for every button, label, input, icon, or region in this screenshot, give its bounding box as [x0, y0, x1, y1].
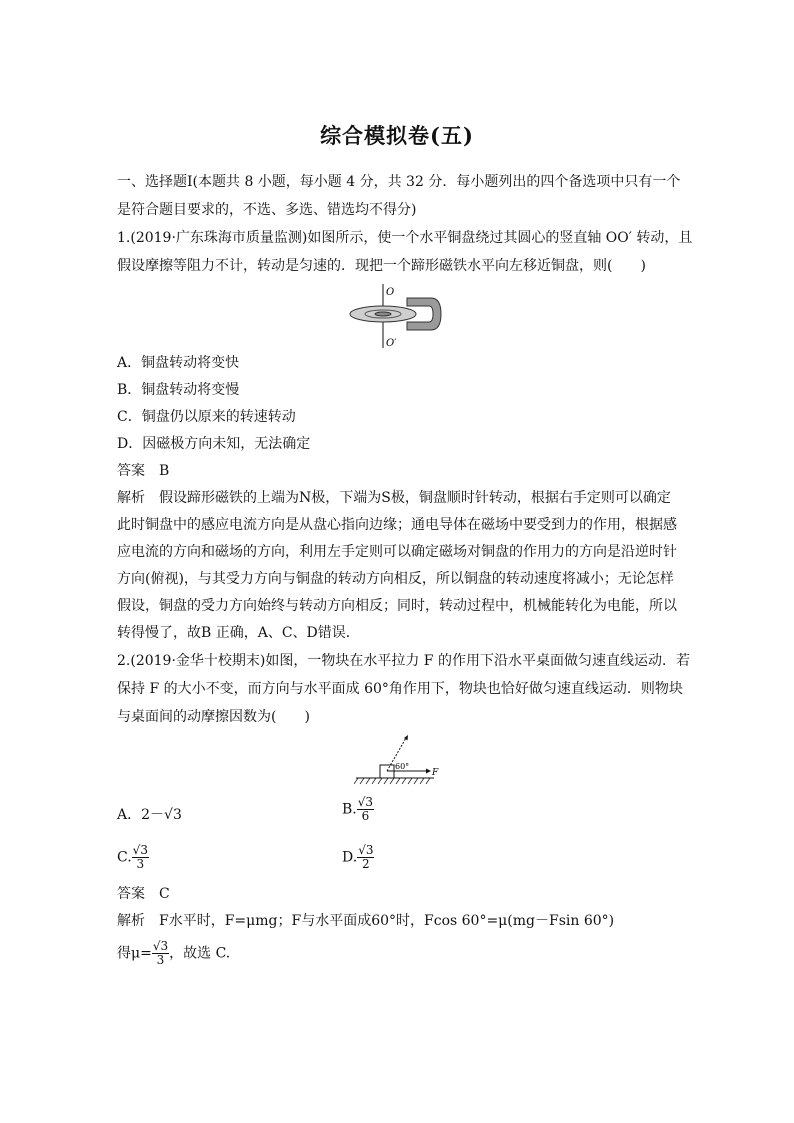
answer-value: C [159, 886, 170, 902]
force-label: F [432, 768, 439, 778]
block-force-figure [354, 734, 444, 786]
angle-label: 60° [395, 762, 410, 771]
fraction: $\frac{√3}{2}$ [358, 843, 374, 871]
answer-label: 答案 [117, 463, 145, 479]
q2-answer [117, 884, 170, 904]
q2-option-c: C. $\frac{√3}{3}$ [117, 843, 148, 871]
q1-option-d: D．因磁极方向未知，无法确定 [117, 436, 311, 452]
q2-stem-line3: 与桌面间的动摩擦因数为( ) [117, 709, 310, 725]
q2-option-d: D. $\frac{√3}{2}$ [342, 843, 374, 871]
q1-analysis-line5: 假设，铜盘的受力方向始终与转动方向相反；同时，转动过程中，机械能转化为电能，所以 [117, 598, 677, 614]
q1-analysis-line2: 此时铜盘中的感应电流方向是从盘心指向边缘；通电导体在磁场中要受到力的作用，根据感 [117, 517, 677, 533]
q2-stem-line2: 保持 F 的大小不变，而方向与水平面成 60°角作用下，物块也恰好做匀速直线运动．则物块 [117, 681, 683, 697]
q1-option-a: A．铜盘转动将变快 [117, 355, 240, 371]
q1-analysis-line3: 应电流的方向和磁场的方向，利用左手定则可以确定磁场对铜盘的作用力的方向是沿逆时针 [117, 544, 677, 560]
q2-option-a: A．2－√3 [117, 807, 182, 823]
q1-analysis-line1: 解析 假设蹄形磁铁的上端为N极，下端为S极，铜盘顺时针转动，根据右手定则可以确定 [117, 490, 671, 506]
section-header-line1: 一、选择题Ⅰ(本题共 8 小题，每小题 4 分，共 32 分．每小题列出的四个备选项中只有一个 [117, 174, 681, 190]
fraction: $\frac{√3}{3}$ [132, 843, 148, 871]
q1-option-b: B．铜盘转动将变慢 [117, 382, 240, 398]
analysis-label: 解析 [117, 913, 145, 929]
q2-analysis-line2: 得μ= $\frac{√3}{3}$ ，故选 C. [117, 939, 231, 967]
analysis-label: 解析 [117, 490, 145, 506]
q1-analysis-line6: 转得慢了，故B 正确，A、C、D错误． [117, 625, 360, 641]
q1-stem-line1: 1.(2019·广东珠海市质量监测)如图所示，使一个水平铜盘绕过其圆心的竖直轴 OO′ 转动，且 [117, 230, 693, 246]
copper-disk-magnet-figure [345, 282, 445, 350]
q2-option-b: B. $\frac{√3}{6}$ [342, 795, 374, 823]
q1-option-c: C．铜盘仍以原来的转速转动 [117, 409, 296, 425]
q1-stem-line2: 假设摩擦等阻力不计，转动是匀速的．现把一个蹄形磁铁水平向左移近铜盘，则( ) [117, 258, 646, 274]
axis-label-top: O [386, 287, 395, 298]
fraction: $\frac{√3}{3}$ [152, 939, 169, 967]
answer-value: B [159, 463, 170, 479]
q1-analysis-line4: 方向(俯视)，与其受力方向与铜盘的转动方向相反，所以铜盘的转动速度将减小；无论怎样 [117, 571, 674, 587]
q2-analysis-line1: 解析 F水平时，F=μmg；F与水平面成60°时，Fcos 60°=μ(mg－Fsin 60°) [117, 913, 615, 929]
axis-label-bottom: O′ [386, 338, 397, 349]
q2-stem-line1: 2.(2019·金华十校期末)如图，一物块在水平拉力 F 的作用下沿水平桌面做匀速直线运动．若 [117, 653, 690, 669]
q1-answer [117, 461, 169, 481]
fraction: $\frac{√3}{6}$ [357, 795, 374, 823]
page-title: 综合模拟卷(五) [320, 123, 474, 148]
answer-label: 答案 [117, 886, 145, 902]
section-header-line2: 是符合题目要求的，不选、多选、错选均不得分) [117, 202, 417, 218]
